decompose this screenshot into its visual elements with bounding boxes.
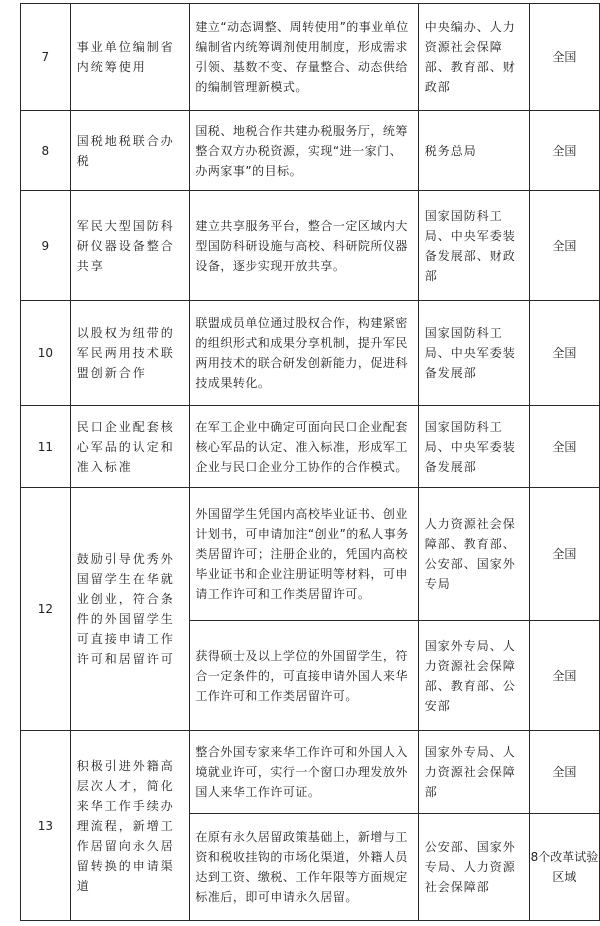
pilot-scope: 全国	[529, 621, 599, 731]
policy-table	[20, 3, 600, 921]
table-row	[21, 191, 600, 301]
reform-item-name: 民口企业配套核心军品的认定和准入标准	[70, 406, 190, 488]
reform-item-name: 军民大型国防科研仪器设备整合共享	[70, 191, 190, 301]
row-number: 8	[21, 111, 71, 191]
reform-description: 在原有永久居留政策基础上，新增与工资和税收挂钩的市场化渠道，外籍人员达到工资、缴税、工作年限等方面规定标准后，即可申请永久居留。	[190, 814, 418, 921]
responsible-departments: 国家外专局、人力资源社会保障部	[418, 731, 529, 814]
table-row	[21, 731, 600, 814]
responsible-departments: 国家国防科工局、中央军委装备发展部	[418, 301, 529, 406]
pilot-scope: 全国	[529, 111, 599, 191]
reform-description: 获得硕士及以上学位的外国留学生，符合一定条件的，可直接申请外国人来华工作许可和工作类居留许可。	[190, 621, 418, 731]
responsible-departments: 税务总局	[418, 111, 529, 191]
pilot-scope: 8个改革试验区域	[529, 814, 599, 921]
responsible-departments: 国家国防科工局、中央军委装备发展部	[418, 406, 529, 488]
row-number: 9	[21, 191, 71, 301]
pilot-scope: 全国	[529, 191, 599, 301]
reform-description: 在军工企业中确定可面向民口企业配套核心军品的认定、准入标准，形成军工企业与民口企业分工协作的合作模式。	[190, 406, 418, 488]
table-row	[21, 4, 600, 111]
pilot-scope: 全国	[529, 4, 599, 111]
reform-description: 建立“动态调整、周转使用”的事业单位编制省内统筹调剂使用制度，形成需求引领、基数不变、存量整合、动态供给的编制管理新模式。	[190, 4, 418, 111]
row-number: 13	[21, 731, 71, 921]
pilot-scope: 全国	[529, 731, 599, 814]
row-number: 7	[21, 4, 71, 111]
responsible-departments: 人力资源社会保障部、教育部、公安部、国家外专局	[418, 488, 529, 621]
row-number: 12	[21, 488, 71, 731]
reform-description: 建立共享服务平台，整合一定区域内大型国防科研设施与高校、科研院所仪器设备，逐步实现开放共享。	[190, 191, 418, 301]
table-row	[21, 406, 600, 488]
table-row	[21, 111, 600, 191]
reform-description: 外国留学生凭国内高校毕业证书、创业计划书，可申请加注“创业”的私人事务类居留许可；注册企业的，凭国内高校毕业证书和企业注册证明等材料，可申请工作许可和工作类居留许可。	[190, 488, 418, 621]
reform-item-name: 以股权为纽带的军民两用技术联盟创新合作	[70, 301, 190, 406]
reform-item-name: 积极引进外籍高层次人才，简化来华工作手续办理流程，新增工作居留向永久居留转换的申请渠道	[70, 731, 190, 921]
reform-item-name: 鼓励引导优秀外国留学生在华就业创业，符合条件的外国留学生可直接申请工作许可和居留许可	[70, 488, 190, 731]
reform-description: 整合外国专家来华工作许可和外国人入境就业许可，实行一个窗口办理发放外国人来华工作许可证。	[190, 731, 418, 814]
responsible-departments: 国家国防科工局、中央军委装备发展部、财政部	[418, 191, 529, 301]
pilot-scope: 全国	[529, 301, 599, 406]
reform-item-name: 事业单位编制省内统筹使用	[70, 4, 190, 111]
reform-item-name: 国税地税联合办税	[70, 111, 190, 191]
reform-description: 国税、地税合作共建办税服务厅，统筹整合双方办税资源，实现“进一家门、办两家事”的目标。	[190, 111, 418, 191]
table-row	[21, 488, 600, 621]
responsible-departments: 中央编办、人力资源社会保障部、教育部、财政部	[418, 4, 529, 111]
pilot-scope: 全国	[529, 406, 599, 488]
responsible-departments: 国家外专局、人力资源社会保障部、教育部、公安部	[418, 621, 529, 731]
table-row	[21, 301, 600, 406]
row-number: 10	[21, 301, 71, 406]
row-number: 11	[21, 406, 71, 488]
reform-description: 联盟成员单位通过股权合作，构建紧密的组织形式和成果分享机制，提升军民两用技术的联合研发创新能力，促进科技成果转化。	[190, 301, 418, 406]
pilot-scope: 全国	[529, 488, 599, 621]
responsible-departments: 公安部、国家外专局、人力资源社会保障部	[418, 814, 529, 921]
